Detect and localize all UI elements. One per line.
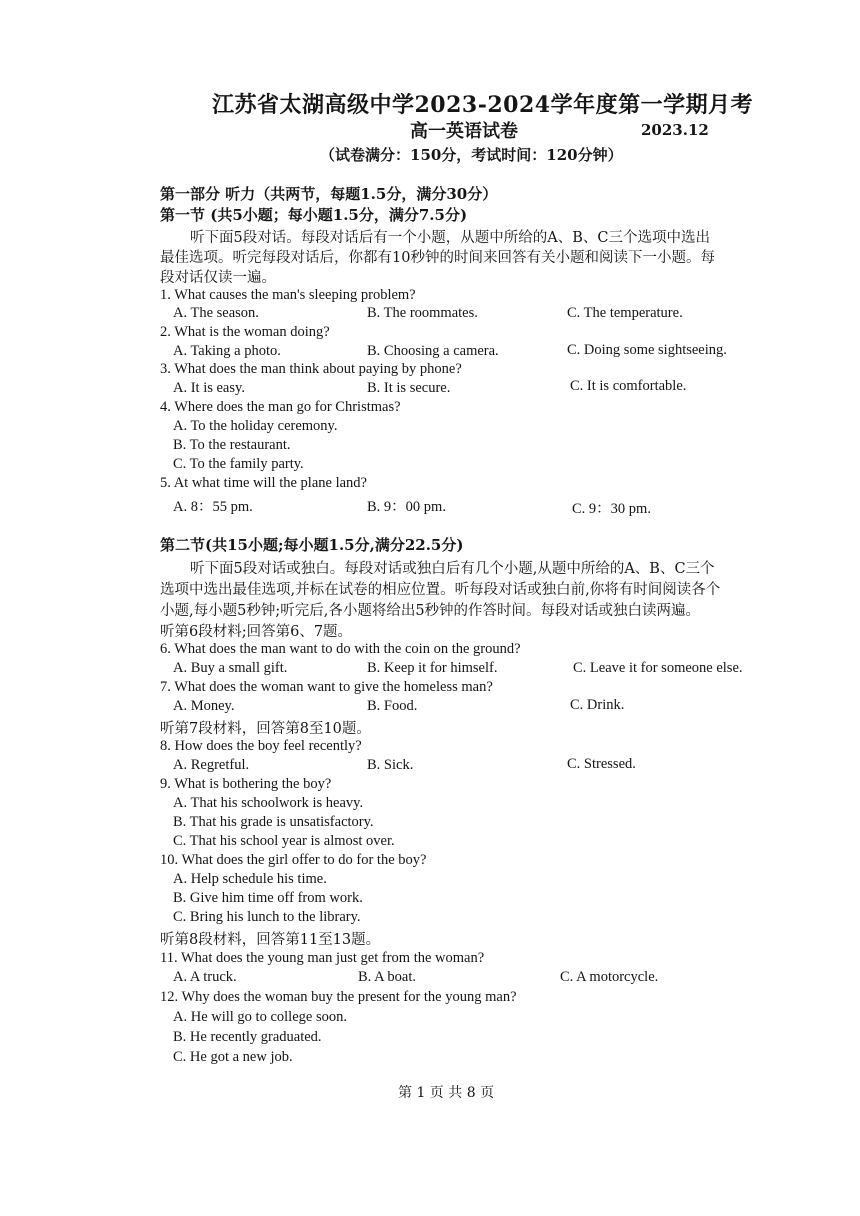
option-a: A. A truck. <box>173 969 237 985</box>
option-c: C. That his school year is almost over. <box>173 833 395 849</box>
option-b: B. 9：00 pm. <box>367 499 446 515</box>
option-c: C. Stressed. <box>567 756 636 772</box>
question-stem: 2. What is the woman doing? <box>160 324 330 340</box>
option-c: C. He got a new job. <box>173 1049 293 1065</box>
option-b: B. To the restaurant. <box>173 437 291 453</box>
option-b: B. Choosing a camera. <box>367 343 499 359</box>
material-7-heading: 听第7段材料，回答第8至10题。 <box>160 721 371 737</box>
question-stem: 12. Why does the woman buy the present for the young man? <box>160 989 517 1005</box>
section2-heading: 第二节(共15小题;每小题1.5分,满分22.5分) <box>160 536 464 554</box>
material-8-heading: 听第8段材料，回答第11至13题。 <box>160 932 381 948</box>
part1-heading: 第一部分 听力（共两节，每题1.5分，满分30分） <box>160 185 498 203</box>
section2-instruction-line: 选项中选出最佳选项,并标在试卷的相应位置。听每段对话或独白前,你将有时间阅读各个 <box>160 582 721 598</box>
option-b: B. A boat. <box>358 969 417 985</box>
option-a: A. Help schedule his time. <box>173 871 327 887</box>
option-b: B. It is secure. <box>367 380 451 396</box>
option-b: B. Sick. <box>367 757 414 773</box>
option-b: B. The roommates. <box>367 305 478 321</box>
question-stem: 4. Where does the man go for Christmas? <box>160 399 401 415</box>
question-stem: 9. What is bothering the boy? <box>160 776 332 792</box>
exam-subtitle: 高一英语试卷 <box>410 121 518 142</box>
material-6-heading: 听第6段材料;回答第6、7题。 <box>160 624 353 640</box>
option-a: A. It is easy. <box>173 380 245 396</box>
exam-date: 2023.12 <box>641 121 709 139</box>
question-stem: 10. What does the girl offer to do for the boy? <box>160 852 427 868</box>
option-b: B. That his grade is unsatisfactory. <box>173 814 374 830</box>
section1-instruction-line: 最佳选项。听完每段对话后，你都有10秒钟的时间来回答有关小题和阅读下一小题。每 <box>160 250 715 266</box>
question-stem: 5. At what time will the plane land? <box>160 475 367 491</box>
option-a: A. Buy a small gift. <box>173 660 288 676</box>
option-c: C. The temperature. <box>567 305 683 321</box>
option-c: C. 9：30 pm. <box>572 501 651 517</box>
section2-instruction-line: 听下面5段对话或独白。每段对话或独白后有几个小题,从题中所给的A、B、C三个 <box>190 561 715 577</box>
option-a: A. Money. <box>173 698 235 714</box>
option-c: C. To the family party. <box>173 456 304 472</box>
option-a: A. Regretful. <box>173 757 250 773</box>
option-c: C. Bring his lunch to the library. <box>173 909 361 925</box>
option-c: C. Doing some sightseeing. <box>567 342 727 358</box>
question-stem: 8. How does the boy feel recently? <box>160 738 362 754</box>
option-a: A. 8：55 pm. <box>173 499 253 515</box>
option-c: C. It is comfortable. <box>570 378 687 394</box>
option-b: B. Food. <box>367 698 418 714</box>
option-b: B. Keep it for himself. <box>367 660 498 676</box>
option-b: B. Give him time off from work. <box>173 890 363 906</box>
option-a: A. That his schoolwork is heavy. <box>173 795 364 811</box>
exam-note: （试卷满分：150分，考试时间：120分钟） <box>320 146 623 164</box>
section2-instruction-line: 小题,每小题5秒钟;听完后,各小题将给出5秒钟的作答时间。每段对话或独白读两遍。 <box>160 603 701 619</box>
option-c: C. Drink. <box>570 697 625 713</box>
question-stem: 7. What does the woman want to give the homeless man? <box>160 679 493 695</box>
section1-instruction-line: 听下面5段对话。每段对话后有一个小题，从题中所给的A、B、C三个选项中选出 <box>190 230 710 246</box>
option-c: C. A motorcycle. <box>560 969 659 985</box>
option-a: A. He will go to college soon. <box>173 1009 347 1025</box>
question-stem: 6. What does the man want to do with the coin on the ground? <box>160 641 521 657</box>
section1-heading: 第一节 (共5小题；每小题1.5分，满分7.5分) <box>160 206 468 224</box>
option-c: C. Leave it for someone else. <box>573 660 743 676</box>
page-number: 第 1 页 共 8 页 <box>398 1085 495 1101</box>
question-stem: 3. What does the man think about paying by phone? <box>160 361 462 377</box>
exam-title: 江苏省太湖高级中学2023-2024学年度第一学期月考 <box>212 92 754 118</box>
option-a: A. To the holiday ceremony. <box>173 418 338 434</box>
option-a: A. The season. <box>173 305 259 321</box>
option-a: A. Taking a photo. <box>173 343 281 359</box>
option-b: B. He recently graduated. <box>173 1029 322 1045</box>
section1-instruction-line: 段对话仅读一遍。 <box>160 270 276 286</box>
question-stem: 1. What causes the man's sleeping problem? <box>160 287 416 303</box>
question-stem: 11. What does the young man just get from the woman? <box>160 950 485 966</box>
